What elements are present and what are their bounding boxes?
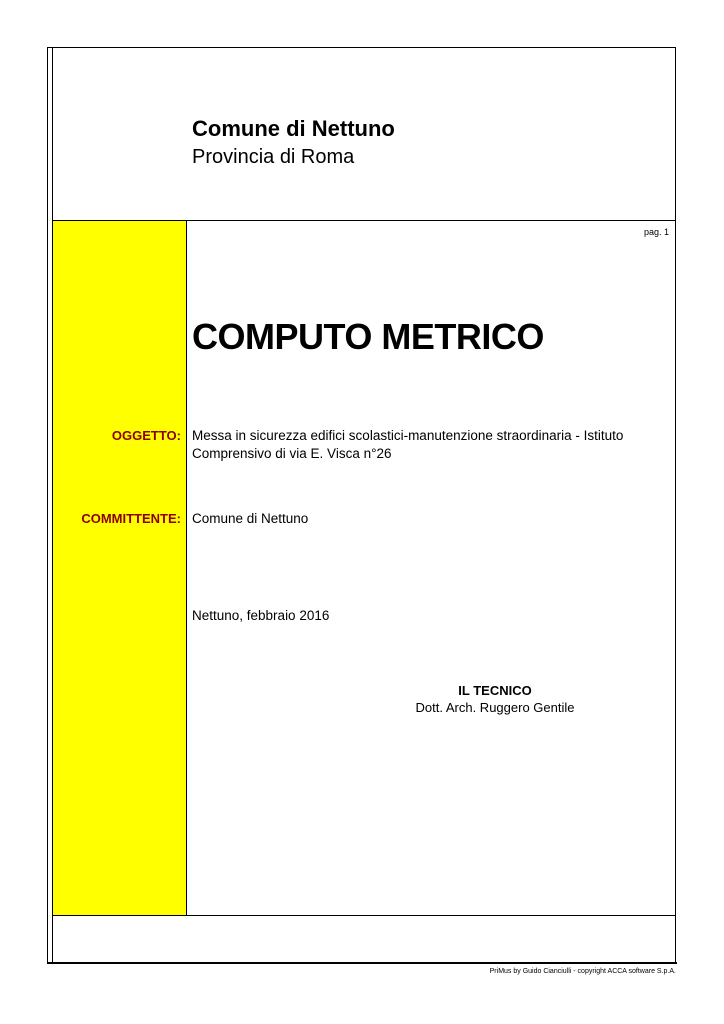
- body-bottom-divider: [53, 915, 676, 916]
- oggetto-label: OGGETTO:: [111, 428, 181, 443]
- document-title: COMPUTO METRICO: [192, 316, 544, 357]
- committente-label: COMMITTENTE:: [81, 511, 181, 526]
- place-date: Nettuno, febbraio 2016: [192, 608, 330, 623]
- committente-value: Comune di Nettuno: [192, 511, 309, 526]
- software-footer: PriMus by Guido Cianciulli - copyright ACCA software S.p.A.: [489, 968, 676, 975]
- header-comune: Comune di Nettuno: [192, 116, 395, 141]
- oggetto-value: Messa in sicurezza edifici scolastici-manutenzione straordinaria - Istituto Comprensivo di via E. Visca n°26: [192, 428, 624, 461]
- header-provincia: Provincia di Roma: [192, 146, 355, 168]
- bottom-rule: [47, 962, 677, 964]
- signature-name: Dott. Arch. Ruggero Gentile: [415, 700, 575, 715]
- label-column: [53, 221, 187, 915]
- page-number: pag. 1: [643, 227, 669, 237]
- signature-role: IL TECNICO: [458, 683, 532, 698]
